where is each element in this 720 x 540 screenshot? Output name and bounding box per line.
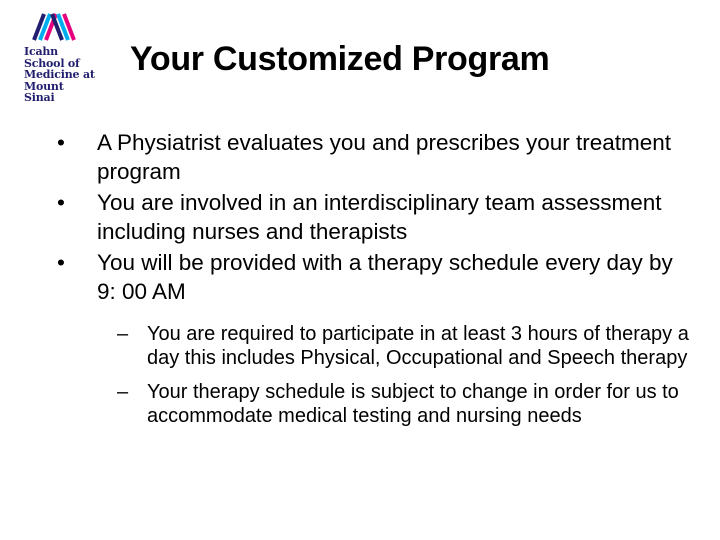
bullet-item <box>55 128 695 186</box>
sub-bullet-mark: – <box>117 381 129 403</box>
logo-wordmark <box>24 46 95 104</box>
logo-line: Icahn <box>24 45 58 58</box>
mount-sinai-logo-icon <box>30 10 76 44</box>
bullet-text: A Physiatrist evaluates you and prescribes your treatment program <box>97 130 672 184</box>
sub-bullet-item <box>117 322 697 370</box>
bullet-text: You will be provided with a therapy schedule every day by 9: 00 AM <box>97 250 673 304</box>
bullet-mark: • <box>57 190 65 215</box>
bullet-item <box>55 248 695 306</box>
slide-title: Your Customized Program <box>130 40 550 78</box>
sub-bullet-item <box>117 380 697 428</box>
bullet-item <box>55 188 695 246</box>
bullet-mark: • <box>57 130 65 155</box>
sub-bullet-text: Your therapy schedule is subject to change in order for us to accommodate medical testing and nursing needs <box>147 381 679 427</box>
logo-line: Sinai <box>24 91 55 104</box>
sub-bullet-mark: – <box>117 323 129 345</box>
bullet-mark: • <box>57 250 65 275</box>
logo-line: Medicine at <box>24 68 95 81</box>
sub-bullet-text: You are required to participate in at least 3 hours of therapy a day this includes Physical, Occupational and Speech therapy <box>147 323 689 369</box>
bullet-text: You are involved in an interdisciplinary team assessment including nurses and therapists <box>97 190 662 244</box>
logo-line: Mount <box>24 79 64 93</box>
logo-line: School of <box>24 56 80 70</box>
slide-body <box>55 128 695 428</box>
mount-sinai-logo <box>20 10 110 110</box>
